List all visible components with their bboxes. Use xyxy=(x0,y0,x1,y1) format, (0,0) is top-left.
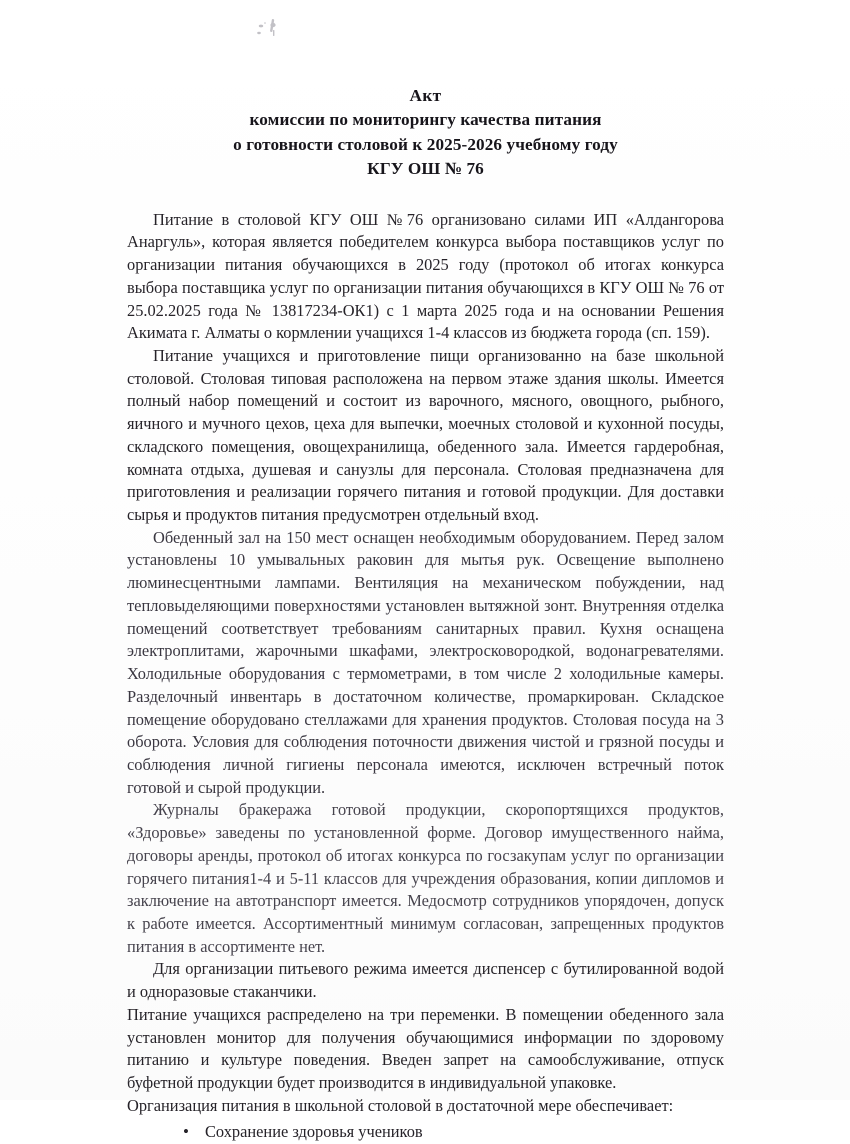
paragraph-1: Питание в столовой КГУ ОШ №76 организовано силами ИП «Алдангорова Анаргуль», которая является победителем конкурса выбора поставщиков услуг по организации питания обучающихся в 2025 году (протокол об итогах конкурса выбора поставщика услуг по организации питания обучающихся в КГУ ОШ № 76 от 25.02.2025 года № 13817234-ОК1) с 1 марта 2025 года и на основании Решения Акимата г. Алматы о кормлении учащихся 1-4 классов из бюджета города (сп. 159). xyxy=(127,209,724,343)
paragraph-7: Организация питания в школьной столовой в достаточной мере обеспечивает: xyxy=(127,1095,674,1115)
document-body xyxy=(127,0,724,1144)
title-line-3: о готовности столовой к 2025-2026 учебному году xyxy=(233,134,618,154)
benefits-list xyxy=(127,1121,724,1144)
title-line-4: КГУ ОШ № 76 xyxy=(367,159,484,179)
title-line-2: комиссии по мониторингу качества питания xyxy=(249,110,602,130)
document-content xyxy=(127,209,724,1144)
list-item: • Сохранение здоровья учеников xyxy=(183,1121,724,1144)
paragraph-6: Питание учащихся распределено на три переменки. В помещении обеденного зала установлен монитор для получения обучающимися информации по здоровому питанию и культуре поведения. Введен запрет на самообслуживание, отпуск буфетной продукции будет производится в индивидуальной упаковке. xyxy=(127,1004,724,1092)
paragraph-2: Питание учащихся и приготовление пищи организованно на базе школьной столовой. Столовая типовая расположена на первом этаже здания школы. Имеется полный набор помещений и состоит из варочного, мясного, овощного, рыбного, яичного и мучного цехов, цеха для выпечки, моечных столовой и кухонной посуды, складского помещения, овощехранилища, обеденного зала. Имеется гардеробная, комната отдыха, душевая и санузлы для персонала. Столовая предназначена для приготовления и реализации горячего питания и готовой продукции. Для доставки сырья и продуктов питания предусмотрен отдельный вход. xyxy=(127,346,724,525)
paragraph-4: Журналы бракеража готовой продукции, скоропортящихся продуктов, «Здоровье» заведены по установленной форме. Договор имущественного найма, договоры аренды, протокол об итогах конкурса по госзакупам услуг по организации горячего питания1-4 и 5-11 классов для учреждения образования, копии дипломов и заключение на автотранспорт имеется. Медосмотр сотрудников упорядочен, допуск к работе имеется. Ассортиментный минимум согласован, запрещенных продуктов питания в ассортименте нет. xyxy=(127,800,724,956)
paragraph-5: Для организации питьевого режима имеется диспенсер с бутилированной водой и одноразовые стаканчики. xyxy=(127,959,724,1002)
title-line-1: Акт xyxy=(409,86,442,105)
paragraph-3: Обеденный зал на 150 мест оснащен необходимым оборудованием. Перед залом установлены 10 умывальных раковин для мытья рук. Освещение выполнено люминесцентными лампами. Вентиляция на механическом побуждении, над тепловыделяющими поверхностями установлен вытяжной зонт. Внутренняя отделка помещений соответствует требованиям санитарных правил. Кухня оснащена электроплитами, жарочными шкафами, электросковородкой, водонагревателями. Холодильные оборудования с термометрами, в том числе 2 холодильные камеры. Разделочный инвентарь в достаточном количестве, промаркирован. Складское помещение оборудовано стеллажами для хранения продуктов. Столовая посуда на 3 оборота. Условия для соблюдения поточности движения чистой и грязной посуды и соблюдения личной гигиены персонала имеются, исключен встречный поток готовой и сырой продукции. xyxy=(127,527,724,797)
document-title-block xyxy=(127,84,724,182)
